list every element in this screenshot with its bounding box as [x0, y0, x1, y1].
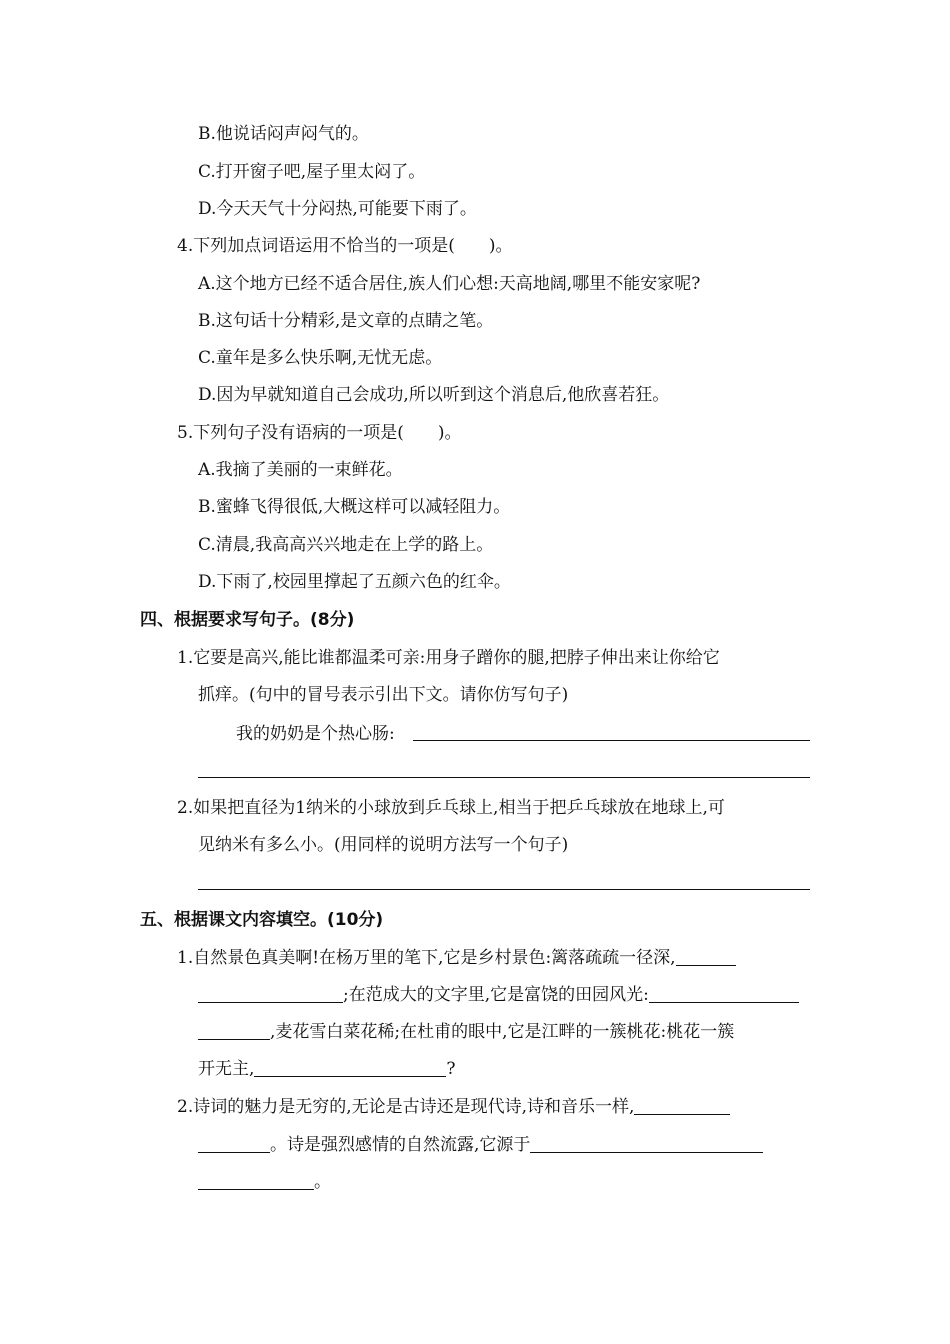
- s4-q1-line1: 1.它要是高兴,能比谁都温柔可亲:用身子蹭你的腿,把脖子伸出来让你给它: [177, 648, 720, 668]
- s5-q2-line3: [198, 1170, 331, 1194]
- s5-q2-blank-1[interactable]: [634, 1096, 730, 1115]
- s5-q1-line3: [198, 1020, 734, 1044]
- s5-q2-blank-2-cont[interactable]: [198, 1171, 314, 1190]
- s4-q2-answer-blank[interactable]: [198, 889, 810, 890]
- s5-q2-blank-1-cont[interactable]: [198, 1134, 270, 1153]
- q4-option-b: B.这句话十分精彩,是文章的点睛之笔。: [198, 311, 494, 331]
- q5-option-d: D.下雨了,校园里撑起了五颜六色的红伞。: [198, 572, 511, 592]
- s5-q1-text-1: 1.自然景色真美啊!在杨万里的笔下,它是乡村景色:篱落疏疏一径深,: [177, 948, 676, 968]
- section-4-title: 四、根据要求写句子。(8分): [140, 610, 355, 630]
- q3-option-b: B.他说话闷声闷气的。: [198, 124, 369, 144]
- s4-q2-line2: 见纳米有多么小。(用同样的说明方法写一个句子): [198, 835, 569, 855]
- s4-q1-answer-blank-2[interactable]: [198, 777, 810, 778]
- s5-q1-text-4: 开无主,: [198, 1059, 255, 1079]
- s5-q1-blank-1-cont[interactable]: [198, 984, 343, 1003]
- s5-q1-text-2: ;在范成大的文字里,它是富饶的田园风光:: [343, 985, 649, 1005]
- q4-option-c: C.童年是多么快乐啊,无忧无虑。: [198, 348, 443, 368]
- s5-q1-line1: [177, 946, 736, 970]
- q3-option-c: C.打开窗子吧,屋子里太闷了。: [198, 162, 426, 182]
- s4-q1-answer-blank-1[interactable]: [413, 740, 810, 741]
- s5-q2-text-1: 2.诗词的魅力是无穷的,无论是古诗还是现代诗,诗和音乐一样,: [177, 1097, 635, 1117]
- q5-option-a: A.我摘了美丽的一束鲜花。: [198, 460, 403, 480]
- s5-q1-blank-3[interactable]: [254, 1058, 446, 1077]
- s5-q1-text-3: ,麦花雪白菜花稀;在杜甫的眼中,它是江畔的一簇桃花:桃花一簇: [270, 1022, 735, 1042]
- s5-q1-line4: [198, 1057, 456, 1081]
- q4-stem: 4.下列加点词语运用不恰当的一项是( )。: [177, 236, 513, 256]
- section-5-title: 五、根据课文内容填空。(10分): [140, 910, 384, 930]
- s5-q2-text-3: 。: [314, 1172, 331, 1192]
- s5-q2-text-2: 。诗是强烈感情的自然流露,它源于: [270, 1135, 531, 1155]
- s5-q1-line2: [198, 983, 799, 1007]
- s5-q2-line2: [198, 1133, 763, 1157]
- s4-q1-prompt: 我的奶奶是个热心肠:: [236, 724, 395, 744]
- s5-q1-blank-2-cont[interactable]: [198, 1021, 270, 1040]
- s5-q2-line1: [177, 1095, 730, 1119]
- q5-option-c: C.清晨,我高高兴兴地走在上学的路上。: [198, 535, 494, 555]
- s4-q1-line2: 抓痒。(句中的冒号表示引出下文。请你仿写句子): [198, 685, 569, 705]
- s5-q2-blank-2[interactable]: [530, 1134, 763, 1153]
- q3-option-d: D.今天天气十分闷热,可能要下雨了。: [198, 199, 477, 219]
- q5-option-b: B.蜜蜂飞得很低,大概这样可以减轻阻力。: [198, 497, 511, 517]
- s5-q1-blank-1[interactable]: [676, 947, 736, 966]
- s5-q1-text-5: ?: [446, 1059, 456, 1079]
- q4-option-d: D.因为早就知道自己会成功,所以听到这个消息后,他欣喜若狂。: [198, 385, 670, 405]
- s5-q1-blank-2[interactable]: [649, 984, 799, 1003]
- q5-stem: 5.下列句子没有语病的一项是( )。: [177, 423, 462, 443]
- q4-option-a: A.这个地方已经不适合居住,族人们心想:天高地阔,哪里不能安家呢?: [198, 274, 701, 294]
- s4-q2-line1: 2.如果把直径为1纳米的小球放到乒乓球上,相当于把乒乓球放在地球上,可: [177, 798, 725, 818]
